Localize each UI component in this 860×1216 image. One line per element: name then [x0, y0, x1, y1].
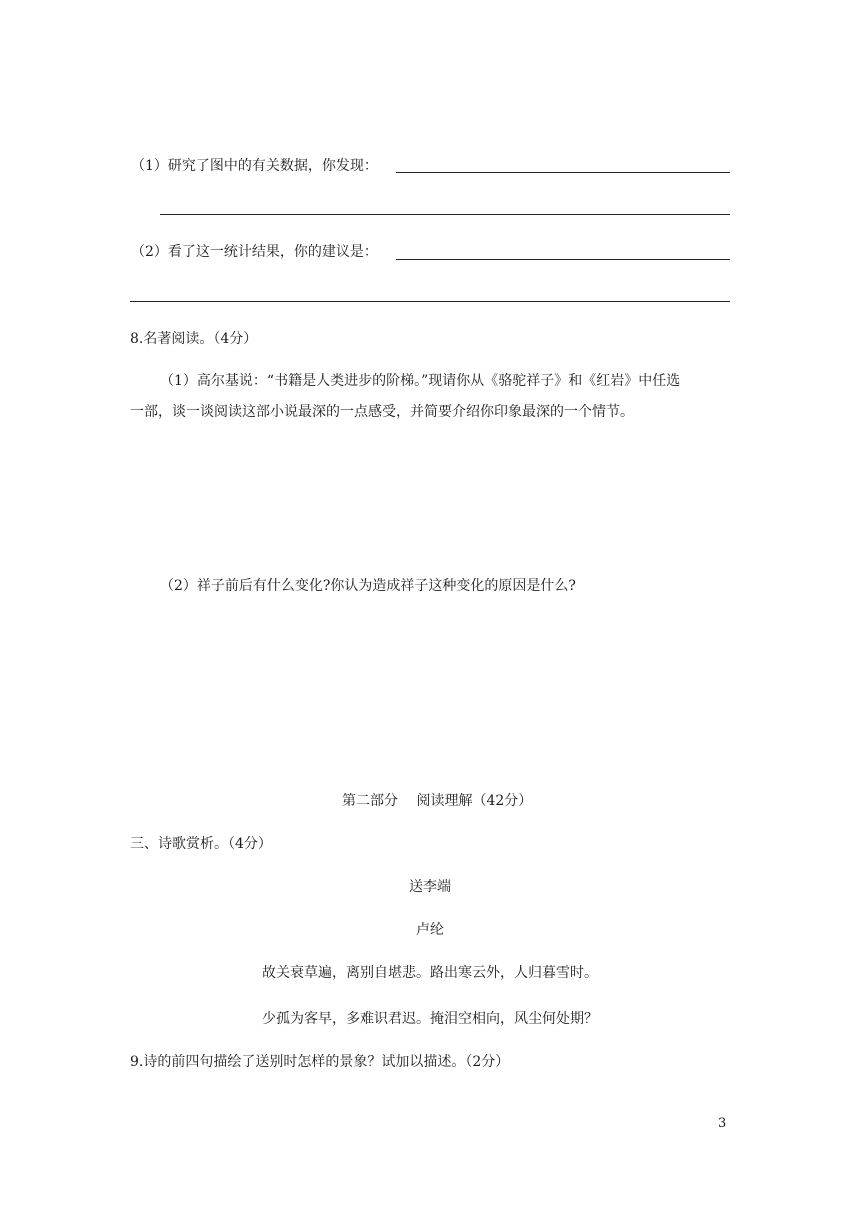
q8-sub1-line2: 一部，谈一谈阅读这部小说最深的一点感受，并简要介绍你印象最深的一个情节。 [130, 404, 634, 420]
part2-heading: 第二部分 阅读理解（42分） [342, 793, 533, 809]
q8-sub1-line1: （1）高尔基说：“书籍是人类进步的阶梯。”现请你从《骆驼祥子》和《红岩》中任选 [160, 373, 681, 389]
q7-sub2-prompt: （2）看了这一统计结果，你的建议是： [131, 244, 378, 260]
poem-line-1: 故关衰草遍，离别自堪悲。路出寒云外，人归暮雪时。 [262, 965, 598, 981]
answer-line [396, 172, 730, 173]
q7-sub1-prompt: （1）研究了图中的有关数据，你发现： [131, 158, 378, 174]
answer-line [396, 259, 730, 260]
page-number: 3 [718, 1116, 727, 1131]
poem-line-2: 少孤为客早，多难识君迟。掩泪空相向，风尘何处期？ [262, 1011, 598, 1027]
q8-heading: 8.名著阅读。（4分） [130, 331, 258, 347]
poem-title: 送李端 [409, 879, 451, 895]
q9-heading: 9.诗的前四句描绘了送别时怎样的景象？试加以描述。（2分） [130, 1054, 510, 1070]
answer-line [160, 214, 730, 215]
section3-heading: 三、诗歌赏析。（4分） [130, 836, 272, 852]
poem-author: 卢纶 [416, 922, 444, 938]
q8-sub2: （2）祥子前后有什么变化?你认为造成祥子这种变化的原因是什么? [160, 578, 576, 594]
answer-line [130, 301, 730, 302]
